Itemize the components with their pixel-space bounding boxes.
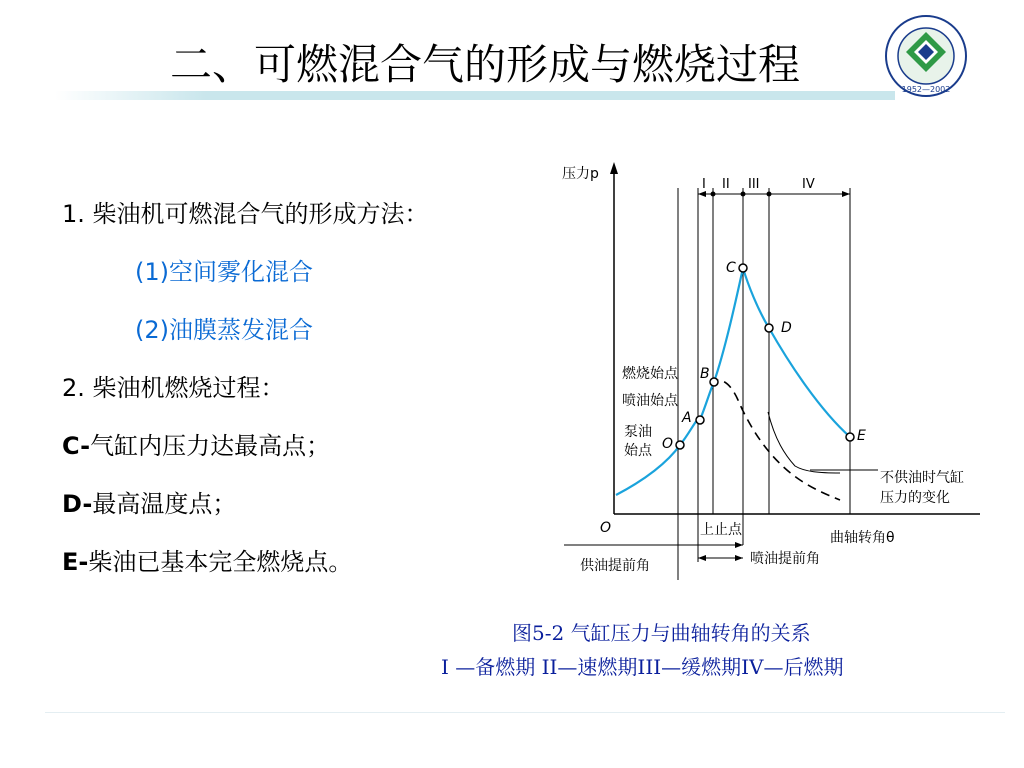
point-e-marker: [846, 433, 854, 441]
point-a-marker: [696, 416, 704, 424]
point-e-label: E: [857, 428, 866, 444]
motoring-pressure-curve: [710, 380, 840, 500]
title-underline: [55, 91, 895, 100]
point-e-description: [62, 542, 352, 577]
phase-label-3: III: [748, 177, 760, 192]
no-fuel-label-2: 压力的变化: [880, 490, 950, 506]
method-spray-mixing: (1)空间雾化混合: [135, 258, 313, 286]
point-e-text: 柴油已基本完全燃烧点。: [88, 548, 353, 576]
phase-label-1: I: [702, 177, 706, 192]
combustion-start-label: 燃烧始点: [622, 366, 678, 382]
university-emblem-icon: [884, 14, 968, 98]
point-c-text: 气缸内压力达最高点；: [90, 432, 331, 460]
pressure-crank-angle-diagram: [560, 150, 1000, 590]
tdc-label: 上止点: [700, 522, 742, 538]
figure-caption-phases: I —备燃期 II—速燃期III—缓燃期IV—后燃期: [441, 655, 844, 679]
point-b-label: B: [700, 366, 710, 382]
origin-label: O: [600, 520, 612, 536]
point-d-description: [62, 484, 236, 519]
point-b-marker: [710, 378, 718, 386]
footer-divider: [45, 712, 1005, 713]
point-e-key: E-: [62, 548, 89, 576]
point-a-label: A: [682, 410, 692, 426]
logo-ring-text: 1952—2002: [901, 85, 951, 94]
point-d-key: D-: [62, 490, 93, 518]
no-fuel-solid-curve: [768, 412, 840, 473]
y-axis-arrow: [610, 162, 618, 174]
point-c-marker: [739, 264, 747, 272]
method-film-evaporation: (2)油膜蒸发混合: [135, 316, 313, 344]
no-fuel-label-1: 不供油时气缸: [880, 470, 964, 486]
pump-start-label-2: 始点: [624, 443, 652, 459]
point-c-description: [62, 426, 330, 461]
point-o-marker: [676, 441, 684, 449]
page-title: 二、可燃混合气的形成与燃烧过程: [170, 40, 801, 89]
phase-label-2: II: [722, 177, 730, 192]
figure-caption-title: 图5-2 气缸压力与曲轴转角的关系: [512, 621, 811, 645]
injection-start-label: 喷油始点: [622, 393, 678, 409]
y-axis-label: 压力p: [562, 166, 599, 182]
method-heading: 1. 柴油机可燃混合气的形成方法：: [62, 200, 429, 228]
point-d-marker: [765, 324, 773, 332]
supply-advance-label: 供油提前角: [580, 558, 650, 574]
point-c-label: C: [726, 260, 736, 276]
point-c-key: C-: [62, 432, 91, 460]
point-o-label: O: [662, 436, 674, 452]
phase-label-4: IV: [802, 177, 815, 192]
pump-start-label-1: 泵油: [624, 424, 652, 440]
x-axis-label: 曲轴转角θ: [830, 530, 895, 546]
injection-advance-label: 喷油提前角: [750, 551, 820, 567]
point-d-label: D: [781, 320, 792, 336]
point-d-text: 最高温度点；: [92, 490, 237, 518]
combustion-heading: 2. 柴油机燃烧过程：: [62, 374, 285, 402]
